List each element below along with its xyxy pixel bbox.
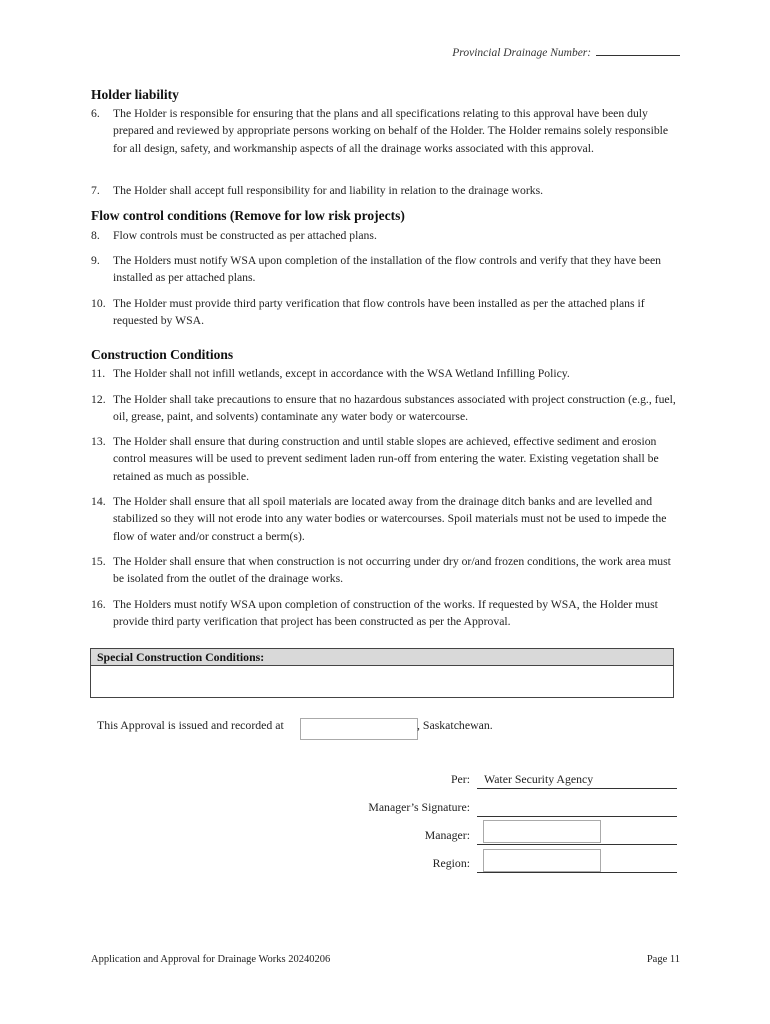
list-item bbox=[91, 295, 681, 330]
list-item bbox=[91, 182, 681, 199]
issued-suffix: , Saskatchewan. bbox=[417, 718, 493, 732]
item-text: The Holder must provide third party verification that flow controls have been installed as per the attached plans if requested by WSA. bbox=[113, 297, 645, 328]
per-label: Per: bbox=[450, 772, 470, 786]
provincial-drainage-number bbox=[452, 45, 680, 59]
list-item bbox=[91, 105, 681, 157]
item-text: The Holder shall not infill wetlands, except in accordance with the WSA Wetland Infilling Policy. bbox=[113, 367, 570, 380]
holder-liability-title: Holder liability bbox=[91, 87, 179, 102]
list-item bbox=[91, 433, 681, 485]
list-item bbox=[91, 391, 681, 426]
special-conditions-field[interactable] bbox=[91, 666, 673, 699]
item-number: 8. bbox=[91, 229, 100, 242]
item-text: Flow controls must be constructed as per attached plans. bbox=[113, 229, 377, 242]
item-text: The Holder shall accept full responsibility for and liability in relation to the drainage works. bbox=[113, 184, 544, 197]
issued-prefix: This Approval is issued and recorded at bbox=[97, 718, 284, 732]
manager-field[interactable] bbox=[483, 820, 601, 843]
item-text: The Holder is responsible for ensuring that the plans and all specifications relating to this approval have been duly prepared and reviewed by appropriate persons working on behalf of the Holder. The Holder remains solely responsible for all design, safety, and workmanship aspects of all the drainage works associated with this approval. bbox=[113, 107, 669, 155]
item-text: The Holder shall ensure that when construction is not occurring under dry or/and frozen conditions, the work area must be isolated from the outlet of the drainage works. bbox=[113, 555, 671, 586]
item-number: 9. bbox=[91, 254, 100, 267]
provincial-drainage-label: Provincial Drainage Number: bbox=[452, 47, 592, 59]
item-text: The Holders must notify WSA upon completion of construction of the works. If requested by WSA, the Holder must provide third party verification that project has been constructed as per the Approval. bbox=[113, 598, 658, 629]
item-number: 13. bbox=[91, 435, 106, 448]
flow-control-title: Flow control conditions (Remove for low risk projects) bbox=[91, 208, 405, 223]
list-item bbox=[91, 227, 681, 244]
item-number: 6. bbox=[91, 107, 100, 120]
list-item bbox=[91, 553, 681, 588]
manager-label: Manager: bbox=[424, 828, 470, 842]
item-number: 15. bbox=[91, 555, 106, 568]
construction-conditions-title: Construction Conditions bbox=[91, 347, 234, 362]
item-number: 11. bbox=[91, 367, 106, 380]
item-number: 12. bbox=[91, 393, 106, 406]
item-text: The Holder shall ensure that all spoil materials are located away from the drainage ditch banks and are levelled and stabilized so they will not erode into any water bodies or watercourses. Spoil materials must not be used to impede the flow of water and/or construct a berm(s). bbox=[113, 495, 667, 543]
item-text: The Holder shall ensure that during construction and until stable slopes are achieved, effective sediment and erosion control measures will be used to prevent sediment laden run-off from entering the water. Existing vegetation shall be retained as much as possible. bbox=[113, 435, 659, 483]
issued-location-field[interactable] bbox=[300, 718, 418, 740]
list-item bbox=[91, 493, 681, 545]
special-conditions-box bbox=[90, 648, 674, 698]
item-number: 16. bbox=[91, 598, 106, 611]
per-value: Water Security Agency bbox=[484, 772, 594, 786]
item-number: 7. bbox=[91, 184, 100, 197]
list-item bbox=[91, 365, 681, 382]
list-item bbox=[91, 252, 681, 287]
signature-label: Manager’s Signature: bbox=[368, 800, 470, 814]
item-number: 10. bbox=[91, 297, 106, 310]
list-item bbox=[91, 596, 681, 631]
special-conditions-title: Special Construction Conditions: bbox=[91, 649, 673, 666]
item-text: The Holders must notify WSA upon completion of the installation of the flow controls and verify that they have been installed as per attached plans. bbox=[113, 254, 662, 285]
region-label: Region: bbox=[432, 856, 470, 870]
region-field[interactable] bbox=[483, 849, 601, 872]
signature-line[interactable] bbox=[477, 802, 677, 817]
item-text: The Holder shall take precautions to ensure that no hazardous substances associated with project construction (e.g., fuel, oil, grease, paint, and solvents) contaminate any water body or watercourse. bbox=[113, 393, 676, 424]
footer-page-number: Page 11 bbox=[646, 954, 680, 965]
item-number: 14. bbox=[91, 495, 106, 508]
footer-document-title: Application and Approval for Drainage Works 20240206 bbox=[91, 954, 331, 965]
provincial-drainage-blank bbox=[596, 45, 680, 56]
